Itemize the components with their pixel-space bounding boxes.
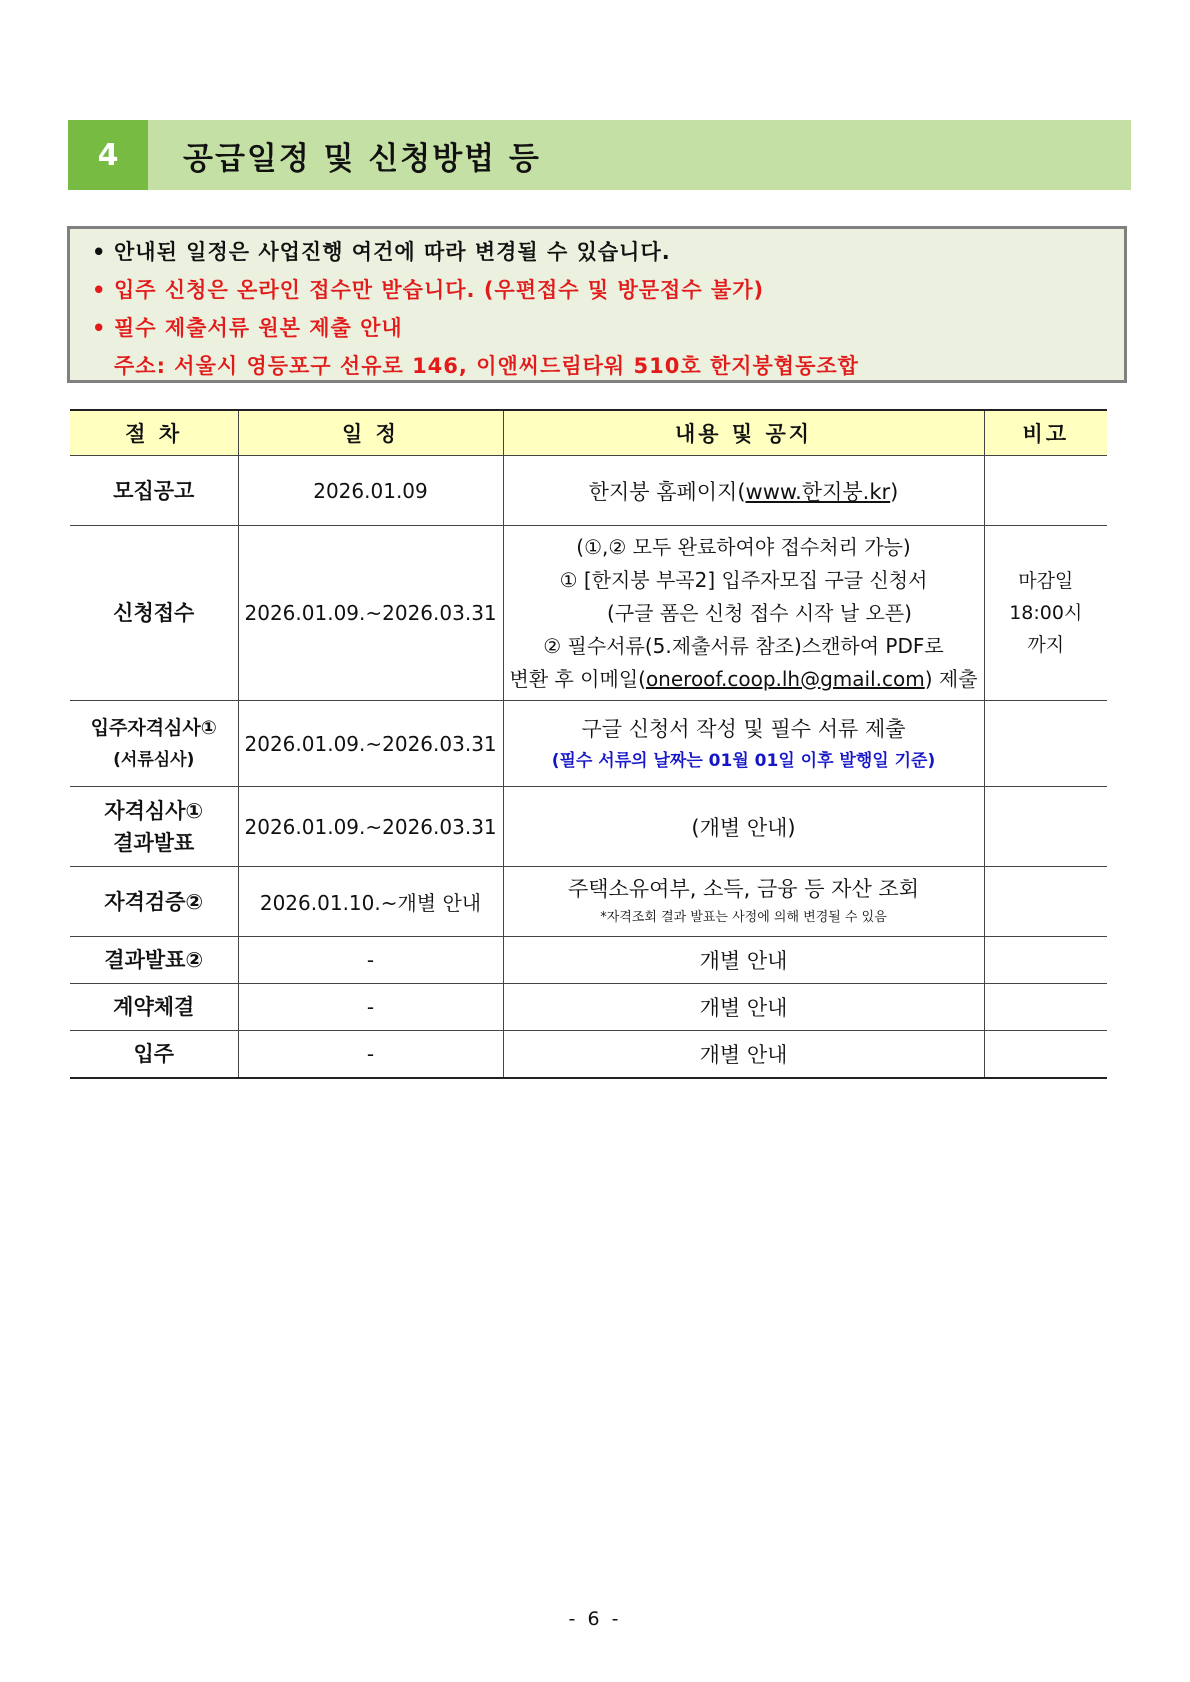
table-row — [70, 456, 1107, 526]
step-cell: 모집공고 — [70, 456, 238, 526]
note-cell — [984, 937, 1107, 984]
header-content: 내용 및 공지 — [503, 410, 984, 456]
table-row — [70, 984, 1107, 1031]
notice-line-3: • 필수 제출서류 원본 제출 안내 — [92, 309, 1124, 347]
date-cell: 2026.01.10.~개별 안내 — [238, 867, 503, 937]
content-cell: (①,② 모두 완료하여야 접수처리 가능) ① [한지붕 부곡2] 입주자모집 구글 신청서 (구글 폼은 신청 접수 시작 날 오픈) ② 필수서류(5.제출서류 참조)스캔하여 PDF로 변환 후 이메일(oneroof.coop.lh@gmail.com) 제출 — [503, 526, 984, 701]
header-date: 일 정 — [238, 410, 503, 456]
date-cell: - — [238, 1031, 503, 1078]
note-cell — [984, 787, 1107, 867]
header-note: 비고 — [984, 410, 1107, 456]
date-cell: 2026.01.09.~2026.03.31 — [238, 526, 503, 701]
content-cell: 주택소유여부, 소득, 금융 등 자산 조회 *자격조회 결과 발표는 사정에 의해 변경될 수 있음 — [503, 867, 984, 937]
table-row — [70, 1031, 1107, 1078]
section-header — [68, 120, 1131, 190]
step-cell: 결과발표② — [70, 937, 238, 984]
table-row — [70, 526, 1107, 701]
section-title: 공급일정 및 신청방법 등 — [183, 140, 541, 177]
page-number: - 6 - — [568, 1608, 622, 1630]
content-cell: 개별 안내 — [503, 984, 984, 1031]
table-row — [70, 867, 1107, 937]
step-cell: 입주 — [70, 1031, 238, 1078]
section-number: 4 — [68, 120, 148, 190]
step-cell: 자격검증② — [70, 867, 238, 937]
note-cell — [984, 1031, 1107, 1078]
date-cell: 2026.01.09.~2026.03.31 — [238, 701, 503, 787]
table-row — [70, 937, 1107, 984]
content-cell: 한지붕 홈페이지(www.한지붕.kr) — [503, 456, 984, 526]
note-cell — [984, 984, 1107, 1031]
notice-box — [67, 226, 1127, 383]
table-header-row — [70, 410, 1107, 456]
step-cell: 계약체결 — [70, 984, 238, 1031]
bullet-icon: • — [92, 240, 107, 264]
notice-address: 주소: 서울시 영등포구 선유로 146, 이앤씨드림타워 510호 한지붕협동조합 — [114, 354, 859, 378]
bullet-icon: • — [92, 278, 107, 302]
content-cell: 개별 안내 — [503, 937, 984, 984]
content-cell: 구글 신청서 작성 및 필수 서류 제출 (필수 서류의 날짜는 01월 01일 이후 발행일 기준) — [503, 701, 984, 787]
note-cell — [984, 456, 1107, 526]
step-cell: 입주자격심사① (서류심사) — [70, 701, 238, 787]
table-row — [70, 787, 1107, 867]
email-link[interactable]: oneroof.coop.lh@gmail.com — [645, 666, 925, 691]
content-cell: (개별 안내) — [503, 787, 984, 867]
content-cell: 개별 안내 — [503, 1031, 984, 1078]
bullet-icon: • — [92, 316, 107, 340]
note-cell: 마감일 18:00시 까지 — [984, 526, 1107, 701]
note-cell — [984, 701, 1107, 787]
step-cell: 자격심사① 결과발표 — [70, 787, 238, 867]
schedule-table — [70, 409, 1107, 1079]
date-cell: 2026.01.09.~2026.03.31 — [238, 787, 503, 867]
date-cell: 2026.01.09 — [238, 456, 503, 526]
header-step: 절 차 — [70, 410, 238, 456]
date-cell: - — [238, 984, 503, 1031]
homepage-link[interactable]: www.한지붕.kr — [745, 479, 891, 504]
notice-line-2: • 입주 신청은 온라인 접수만 받습니다. (우편접수 및 방문접수 불가) — [92, 271, 1124, 309]
step-cell: 신청접수 — [70, 526, 238, 701]
table-row — [70, 701, 1107, 787]
note-cell — [984, 867, 1107, 937]
date-cell: - — [238, 937, 503, 984]
notice-line-1: • 안내된 일정은 사업진행 여건에 따라 변경될 수 있습니다. — [92, 233, 1124, 271]
